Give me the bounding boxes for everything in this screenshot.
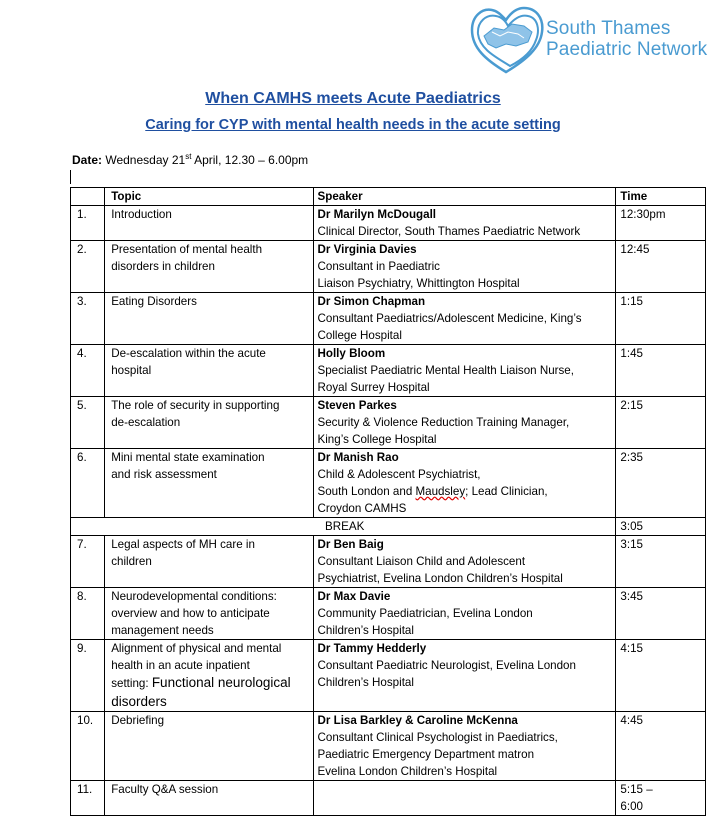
session-time bbox=[616, 293, 706, 345]
speaker-name: Dr Lisa Barkley & Caroline McKenna bbox=[317, 714, 518, 727]
spellcheck-word: Maudsley bbox=[415, 485, 466, 498]
session-speaker bbox=[313, 640, 616, 712]
table-body bbox=[71, 206, 706, 816]
programme-table bbox=[70, 187, 706, 816]
session-topic bbox=[105, 345, 313, 397]
session-speaker bbox=[313, 536, 616, 588]
session-topic bbox=[105, 536, 313, 588]
speaker-name: Holly Bloom bbox=[317, 347, 386, 360]
session-speaker bbox=[313, 449, 616, 518]
table-row bbox=[71, 536, 706, 588]
session-topic bbox=[105, 449, 313, 518]
time-line: 3:15 bbox=[620, 538, 643, 551]
speaker-detail: Croydon CAMHS bbox=[317, 502, 407, 515]
table-row bbox=[71, 588, 706, 640]
speaker-detail: College Hospital bbox=[317, 329, 402, 342]
speaker-detail: Psychiatrist, Evelina London Children’s Hospital bbox=[317, 572, 563, 585]
table-row bbox=[71, 345, 706, 397]
session-speaker bbox=[313, 345, 616, 397]
table-row bbox=[71, 397, 706, 449]
topic-line: Introduction bbox=[111, 208, 172, 221]
time-line: 2:35 bbox=[620, 451, 643, 464]
table-row bbox=[71, 518, 706, 536]
speaker-name: Dr Marilyn McDougall bbox=[317, 208, 437, 221]
table-row bbox=[71, 206, 706, 241]
speaker-name: Dr Manish Rao bbox=[317, 451, 399, 464]
speaker-detail: Paediatric Emergency Department matron bbox=[317, 748, 535, 761]
session-time bbox=[616, 518, 706, 536]
table-header-row bbox=[71, 188, 706, 206]
session-speaker bbox=[313, 781, 616, 816]
session-time bbox=[616, 536, 706, 588]
topic-line: health in an acute inpatient bbox=[111, 659, 250, 672]
time-line: 5:15 – bbox=[620, 783, 653, 796]
table-row bbox=[71, 781, 706, 816]
date-pre: Wednesday 21 bbox=[102, 153, 186, 167]
session-speaker bbox=[313, 241, 616, 293]
logo-text bbox=[546, 18, 707, 60]
event-date bbox=[72, 152, 308, 167]
topic-line: Alignment of physical and mental bbox=[111, 642, 282, 655]
session-time bbox=[616, 449, 706, 518]
topic-line: disorders in children bbox=[111, 260, 215, 273]
session-time bbox=[616, 712, 706, 781]
table-row bbox=[71, 640, 706, 712]
speaker-detail: Community Paediatrician, Evelina London bbox=[317, 607, 533, 620]
speaker-detail: King’s College Hospital bbox=[317, 433, 437, 446]
table-row bbox=[71, 449, 706, 518]
session-number: 4. bbox=[71, 345, 105, 397]
topic-line: and risk assessment bbox=[111, 468, 217, 481]
date-label: Date: bbox=[72, 153, 103, 167]
topic-line-part: Functional neurological bbox=[151, 675, 291, 690]
time-line: 3:05 bbox=[620, 520, 643, 533]
topic-line: Mini mental state examination bbox=[111, 451, 265, 464]
speaker-name: Steven Parkes bbox=[317, 399, 397, 412]
header-speaker: Speaker bbox=[313, 188, 616, 206]
logo-line-2: Paediatric Network bbox=[546, 39, 708, 60]
time-line: 12:45 bbox=[620, 243, 650, 256]
session-time bbox=[616, 241, 706, 293]
speaker-detail: Consultant Clinical Psychologist in Paediatrics, bbox=[317, 731, 558, 744]
page-subtitle: Caring for CYP with mental health needs in the acute setting bbox=[145, 117, 561, 133]
speaker-name: Dr Simon Chapman bbox=[317, 295, 426, 308]
session-number: 9. bbox=[71, 640, 105, 712]
speaker-detail: Liaison Psychiatry, Whittington Hospital bbox=[317, 277, 520, 290]
session-number: 1. bbox=[71, 206, 105, 241]
session-number: 2. bbox=[71, 241, 105, 293]
session-time bbox=[616, 206, 706, 241]
logo-line-1: South Thames bbox=[546, 18, 671, 39]
speaker-name: Dr Max Davie bbox=[317, 590, 391, 603]
session-time bbox=[616, 640, 706, 712]
table-row bbox=[71, 241, 706, 293]
speaker-detail: Royal Surrey Hospital bbox=[317, 381, 430, 394]
session-topic bbox=[105, 588, 313, 640]
time-line: 1:15 bbox=[620, 295, 643, 308]
session-topic bbox=[105, 640, 313, 712]
topic-line: Debriefing bbox=[111, 714, 165, 727]
session-number: 7. bbox=[71, 536, 105, 588]
session-topic bbox=[105, 712, 313, 781]
topic-line bbox=[111, 674, 308, 693]
topic-line: De-escalation within the acute bbox=[111, 347, 266, 360]
speaker-detail: Specialist Paediatric Mental Health Liaison Nurse, bbox=[317, 364, 574, 377]
speaker-detail: Consultant Paediatrics/Adolescent Medicine, King’s bbox=[317, 312, 582, 325]
network-logo bbox=[466, 2, 720, 78]
session-topic bbox=[105, 206, 313, 241]
session-number: 10. bbox=[71, 712, 105, 781]
topic-line: Eating Disorders bbox=[111, 295, 197, 308]
heart-map-icon bbox=[466, 2, 546, 78]
session-topic bbox=[105, 781, 313, 816]
speaker-detail: South London and Maudsley; Lead Clinician, bbox=[317, 485, 548, 498]
header-time: Time bbox=[616, 188, 706, 206]
time-line: 3:45 bbox=[620, 590, 643, 603]
topic-line: management needs bbox=[111, 624, 214, 637]
session-speaker bbox=[313, 712, 616, 781]
table-row bbox=[71, 293, 706, 345]
topic-line: Faculty Q&A session bbox=[111, 783, 219, 796]
text-cursor bbox=[70, 170, 71, 184]
session-time bbox=[616, 397, 706, 449]
session-number: 3. bbox=[71, 293, 105, 345]
time-line: 12:30pm bbox=[620, 208, 666, 221]
speaker-detail: Security & Violence Reduction Training Manager, bbox=[317, 416, 570, 429]
time-line: 6:00 bbox=[620, 800, 643, 813]
speaker-detail: Children’s Hospital bbox=[317, 676, 414, 689]
topic-line: de-escalation bbox=[111, 416, 181, 429]
session-speaker bbox=[313, 397, 616, 449]
topic-line: children bbox=[111, 555, 152, 568]
time-line: 2:15 bbox=[620, 399, 643, 412]
speaker-detail: Consultant in Paediatric bbox=[317, 260, 440, 273]
time-line: 1:45 bbox=[620, 347, 643, 360]
speaker-detail: Children’s Hospital bbox=[317, 624, 414, 637]
session-topic bbox=[105, 293, 313, 345]
break-cell: BREAK bbox=[71, 518, 616, 536]
header-topic: Topic bbox=[105, 188, 313, 206]
speaker-detail: Evelina London Children’s Hospital bbox=[317, 765, 498, 778]
speaker-name: Dr Virginia Davies bbox=[317, 243, 417, 256]
session-number: 11. bbox=[71, 781, 105, 816]
topic-line: hospital bbox=[111, 364, 152, 377]
speaker-detail: Clinical Director, South Thames Paediatric Network bbox=[317, 225, 581, 238]
topic-line-part: setting: bbox=[111, 677, 152, 690]
session-number: 6. bbox=[71, 449, 105, 518]
speaker-detail: Consultant Paediatric Neurologist, Evelina London bbox=[317, 659, 576, 672]
topic-line: Presentation of mental health bbox=[111, 243, 263, 256]
session-speaker bbox=[313, 206, 616, 241]
speaker-name: Dr Tammy Hedderly bbox=[317, 642, 427, 655]
page-title: When CAMHS meets Acute Paediatrics bbox=[205, 90, 501, 107]
session-topic bbox=[105, 241, 313, 293]
date-sup: st bbox=[185, 152, 192, 161]
topic-line: overview and how to anticipate bbox=[111, 607, 270, 620]
time-line: 4:15 bbox=[620, 642, 643, 655]
topic-line: disorders bbox=[111, 694, 167, 709]
speaker-name: Dr Ben Baig bbox=[317, 538, 384, 551]
session-number: 8. bbox=[71, 588, 105, 640]
session-number: 5. bbox=[71, 397, 105, 449]
session-time bbox=[616, 588, 706, 640]
session-time bbox=[616, 345, 706, 397]
header-num bbox=[71, 188, 105, 206]
session-topic bbox=[105, 397, 313, 449]
table-row bbox=[71, 712, 706, 781]
session-time bbox=[616, 781, 706, 816]
date-post: April, 12.30 – 6.00pm bbox=[191, 153, 309, 167]
topic-line: Legal aspects of MH care in bbox=[111, 538, 255, 551]
speaker-detail: Child & Adolescent Psychiatrist, bbox=[317, 468, 481, 481]
topic-line: The role of security in supporting bbox=[111, 399, 280, 412]
session-speaker bbox=[313, 588, 616, 640]
topic-line: Neurodevelopmental conditions: bbox=[111, 590, 277, 603]
session-speaker bbox=[313, 293, 616, 345]
speaker-detail: Consultant Liaison Child and Adolescent bbox=[317, 555, 526, 568]
time-line: 4:45 bbox=[620, 714, 643, 727]
